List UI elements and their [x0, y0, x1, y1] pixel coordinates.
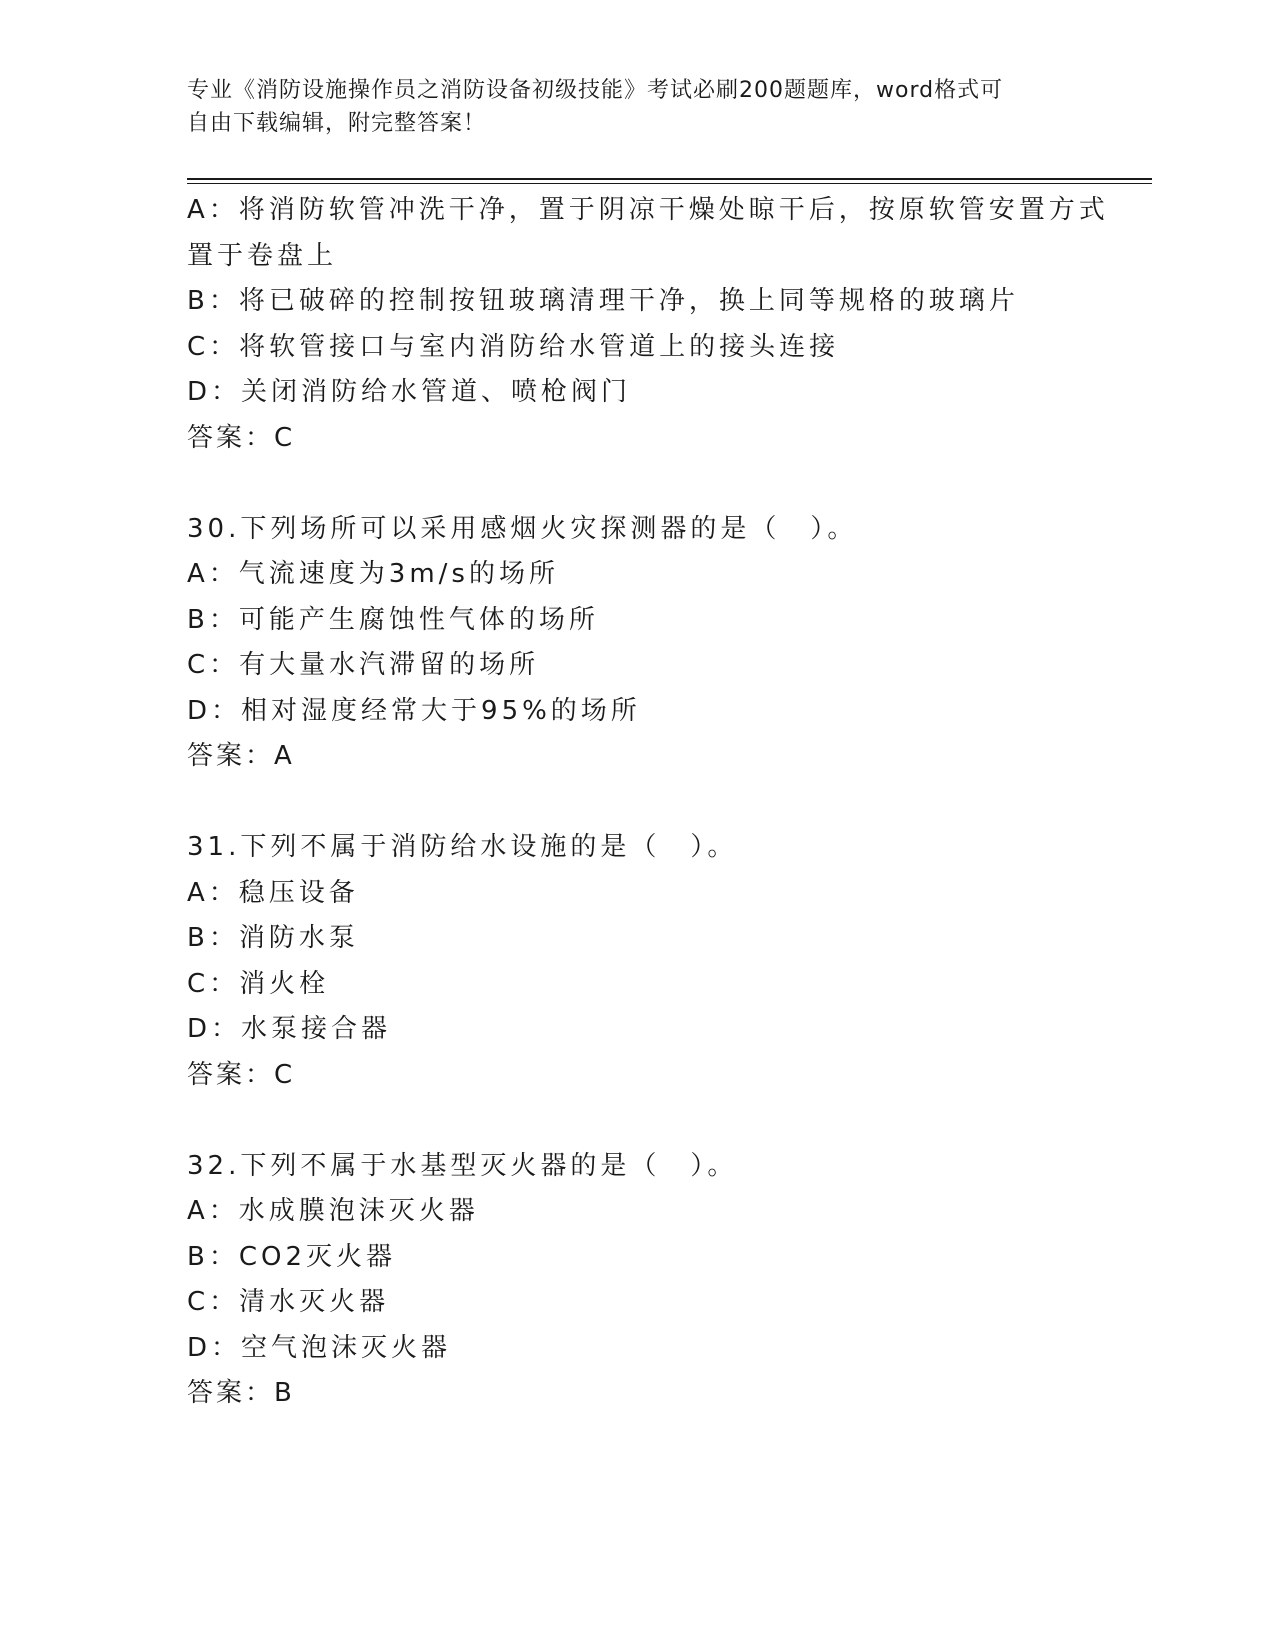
answer-line: 答案：C: [187, 422, 296, 453]
question-stem: 30.下列场所可以采用感烟火灾探测器的是（ ）。: [187, 513, 858, 544]
question-block-continued: [187, 188, 1147, 461]
option-a: A：水成膜泡沫灭火器: [187, 1196, 479, 1226]
answer-line: 答案：A: [187, 741, 295, 771]
option-c: C：清水灭火器: [187, 1287, 390, 1317]
option-d: D：水泵接合器: [187, 1014, 392, 1044]
question-stem: 32.下列不属于水基型灭火器的是（ ）。: [187, 1150, 738, 1181]
question-block-30: [187, 507, 1147, 780]
option-a: A：将消防软管冲洗干净，置于阴凉干燥处晾干后，按原软管安置方式: [187, 195, 1109, 225]
option-b: B：将已破碎的控制按钮玻璃清理干净，换上同等规格的玻璃片: [187, 286, 1019, 316]
header-divider-thin: [187, 183, 1152, 184]
option-b: B：CO2灭火器: [187, 1241, 396, 1272]
option-d: D：相对湿度经常大于95%的场所: [187, 695, 641, 726]
header-line-2: 自由下载编辑，附完整答案！: [187, 111, 487, 136]
header-divider-thick: [187, 178, 1152, 180]
option-a: A：稳压设备: [187, 877, 359, 908]
option-b: B：消防水泵: [187, 923, 359, 953]
question-block-31: [187, 825, 1147, 1098]
header-line-1: 专业《消防设施操作员之消防设备初级技能》考试必刷200题题库，word格式可: [187, 78, 1004, 103]
question-block-32: [187, 1144, 1147, 1417]
option-d: D：关闭消防给水管道、喷枪阀门: [187, 377, 632, 407]
option-d: D：空气泡沫灭火器: [187, 1332, 452, 1363]
document-header: [187, 74, 1087, 140]
option-a-wrap: 置于卷盘上: [187, 240, 338, 271]
option-c: C：有大量水汽滞留的场所: [187, 650, 540, 680]
question-content: [187, 188, 1147, 1417]
option-a: A：气流速度为3m/s的场所: [187, 559, 559, 589]
question-stem: 31.下列不属于消防给水设施的是（ ）。: [187, 832, 738, 862]
option-c: C：消火栓: [187, 968, 330, 999]
answer-line: 答案：C: [187, 1059, 296, 1090]
option-b: B：可能产生腐蚀性气体的场所: [187, 604, 599, 635]
option-c: C：将软管接口与室内消防给水管道上的接头连接: [187, 331, 840, 362]
answer-line: 答案：B: [187, 1378, 295, 1408]
